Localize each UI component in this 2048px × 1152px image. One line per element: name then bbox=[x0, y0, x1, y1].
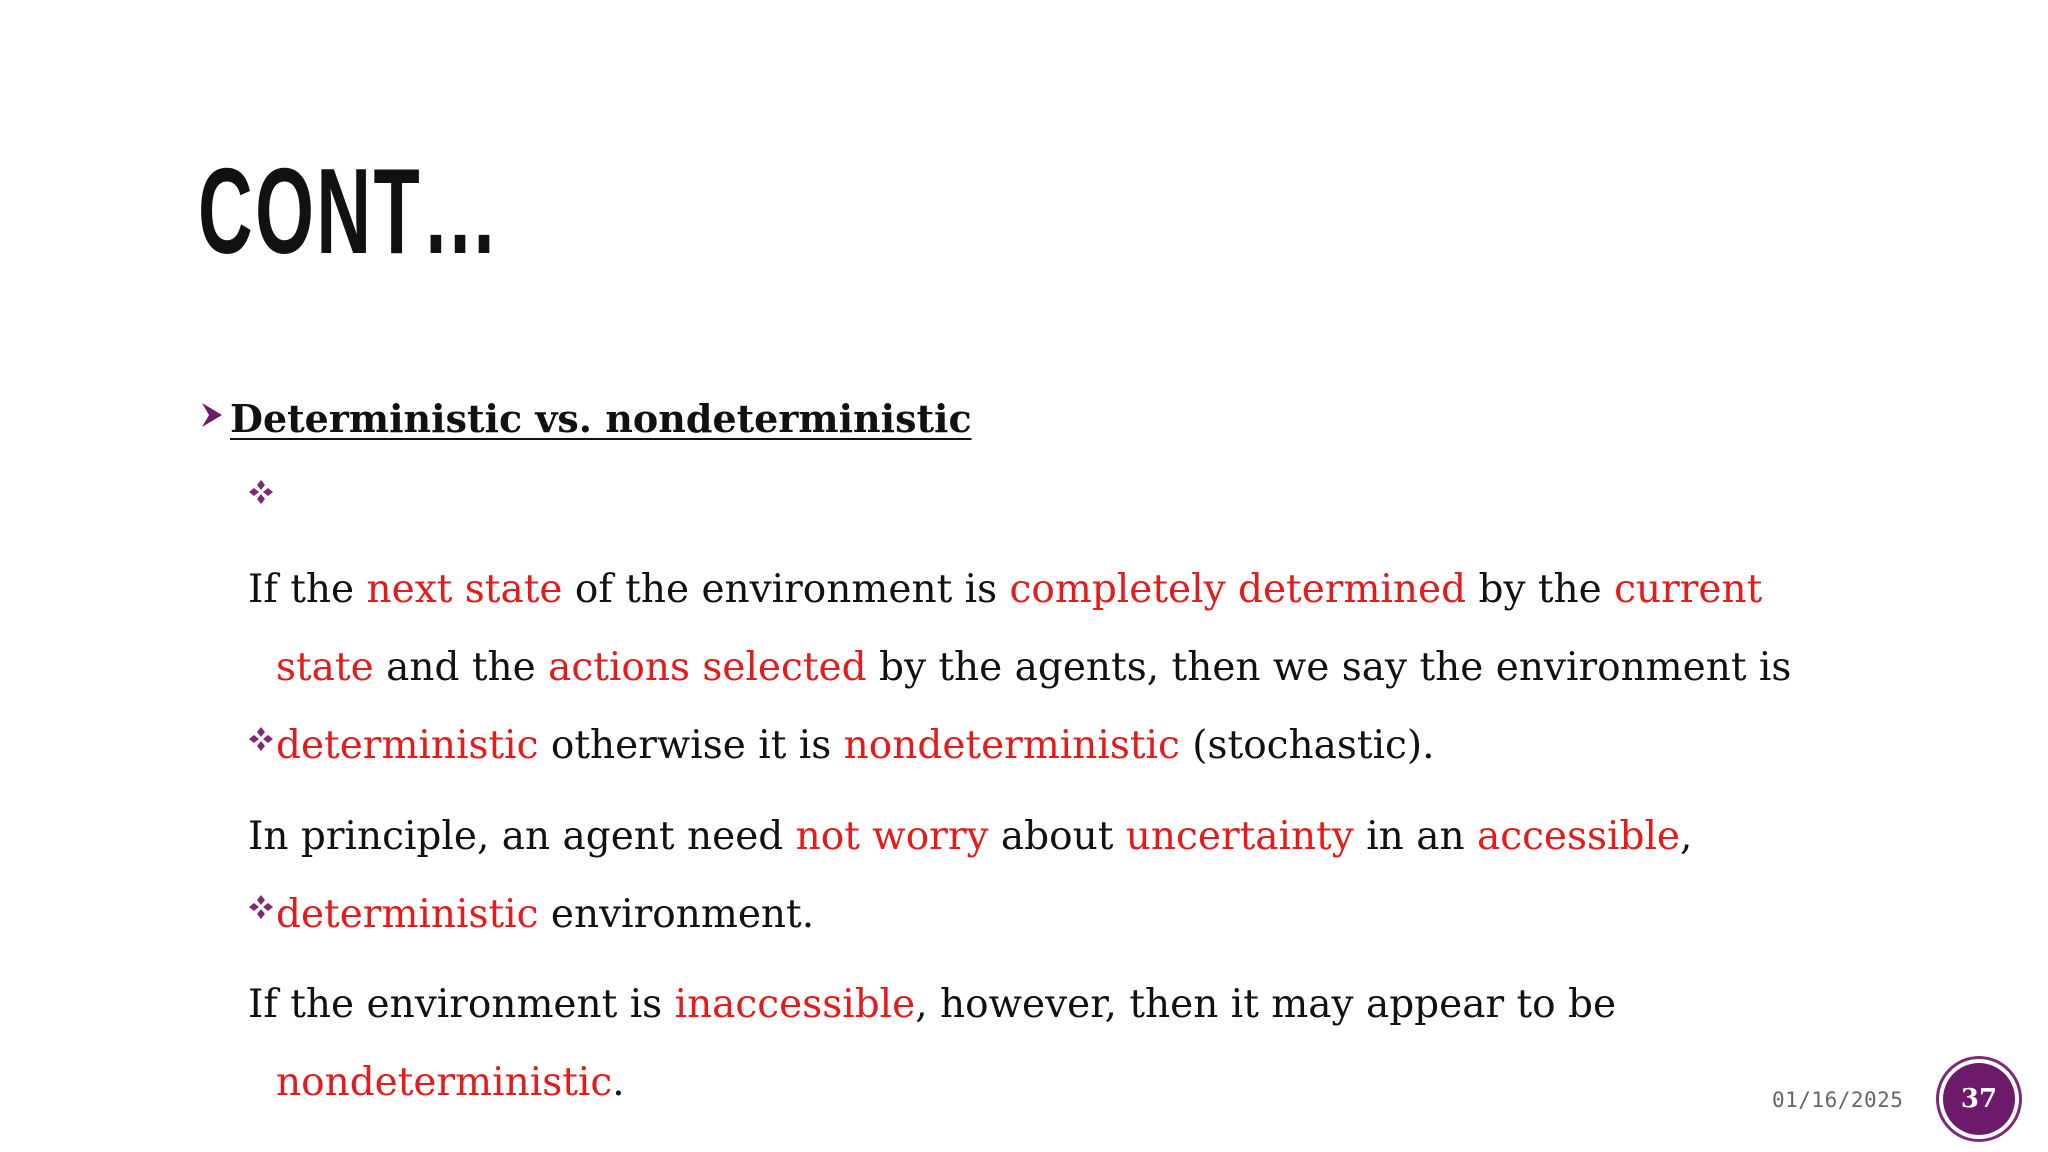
highlighted-term: state bbox=[276, 645, 374, 690]
bullet-line bbox=[248, 551, 1808, 629]
four-diamond-icon bbox=[248, 726, 274, 752]
bullet-line bbox=[248, 629, 1808, 707]
highlighted-term: deterministic bbox=[276, 892, 539, 937]
highlighted-term: completely determined bbox=[1009, 567, 1467, 612]
highlighted-term: actions selected bbox=[548, 645, 867, 690]
text-run: environment. bbox=[538, 892, 815, 937]
text-run: In principle, an agent need bbox=[248, 814, 796, 859]
highlighted-term: nondeterministic bbox=[276, 1060, 613, 1105]
highlighted-term: uncertainty bbox=[1125, 814, 1354, 859]
text-run: If the environment is bbox=[248, 982, 675, 1027]
text-run: of the environment is bbox=[562, 567, 1010, 612]
text-run: , bbox=[1680, 814, 1693, 859]
four-diamond-icon bbox=[248, 894, 274, 920]
section-heading-text: Deterministic vs. nondeterministic bbox=[230, 396, 972, 441]
slide-title: CONT… bbox=[198, 143, 501, 279]
slide-date: 01/16/2025 bbox=[1772, 1088, 1904, 1112]
highlighted-term: current bbox=[1614, 567, 1763, 612]
page-number-badge bbox=[1943, 1063, 2015, 1135]
bullet-line bbox=[248, 966, 1808, 1044]
highlighted-term: deterministic bbox=[276, 723, 539, 768]
text-run: If the bbox=[248, 567, 367, 612]
bullet-item bbox=[248, 888, 1808, 1122]
highlighted-term: accessible bbox=[1476, 814, 1681, 859]
section-heading bbox=[200, 396, 972, 441]
highlighted-term: nondeterministic bbox=[843, 723, 1180, 768]
four-diamond-icon bbox=[248, 479, 274, 505]
text-run: and the bbox=[373, 645, 549, 690]
highlighted-term: inaccessible bbox=[674, 982, 916, 1027]
arrowhead-icon bbox=[200, 401, 224, 429]
text-run: otherwise it is bbox=[538, 723, 844, 768]
text-run: in an bbox=[1353, 814, 1477, 859]
bullet-line bbox=[248, 1044, 1808, 1122]
page-number: 37 bbox=[1960, 1084, 1998, 1114]
text-run: (stochastic). bbox=[1179, 723, 1435, 768]
highlighted-term: next state bbox=[366, 567, 563, 612]
bullet-text bbox=[248, 966, 1808, 1122]
text-run: by the bbox=[1466, 567, 1615, 612]
text-run: by the agents, then we say the environment is bbox=[866, 645, 1792, 690]
text-run: , however, then it may appear to be bbox=[915, 982, 1617, 1027]
bullet-line bbox=[248, 798, 1808, 876]
highlighted-term: not worry bbox=[795, 814, 989, 859]
text-run: . bbox=[612, 1060, 625, 1105]
text-run: about bbox=[988, 814, 1126, 859]
